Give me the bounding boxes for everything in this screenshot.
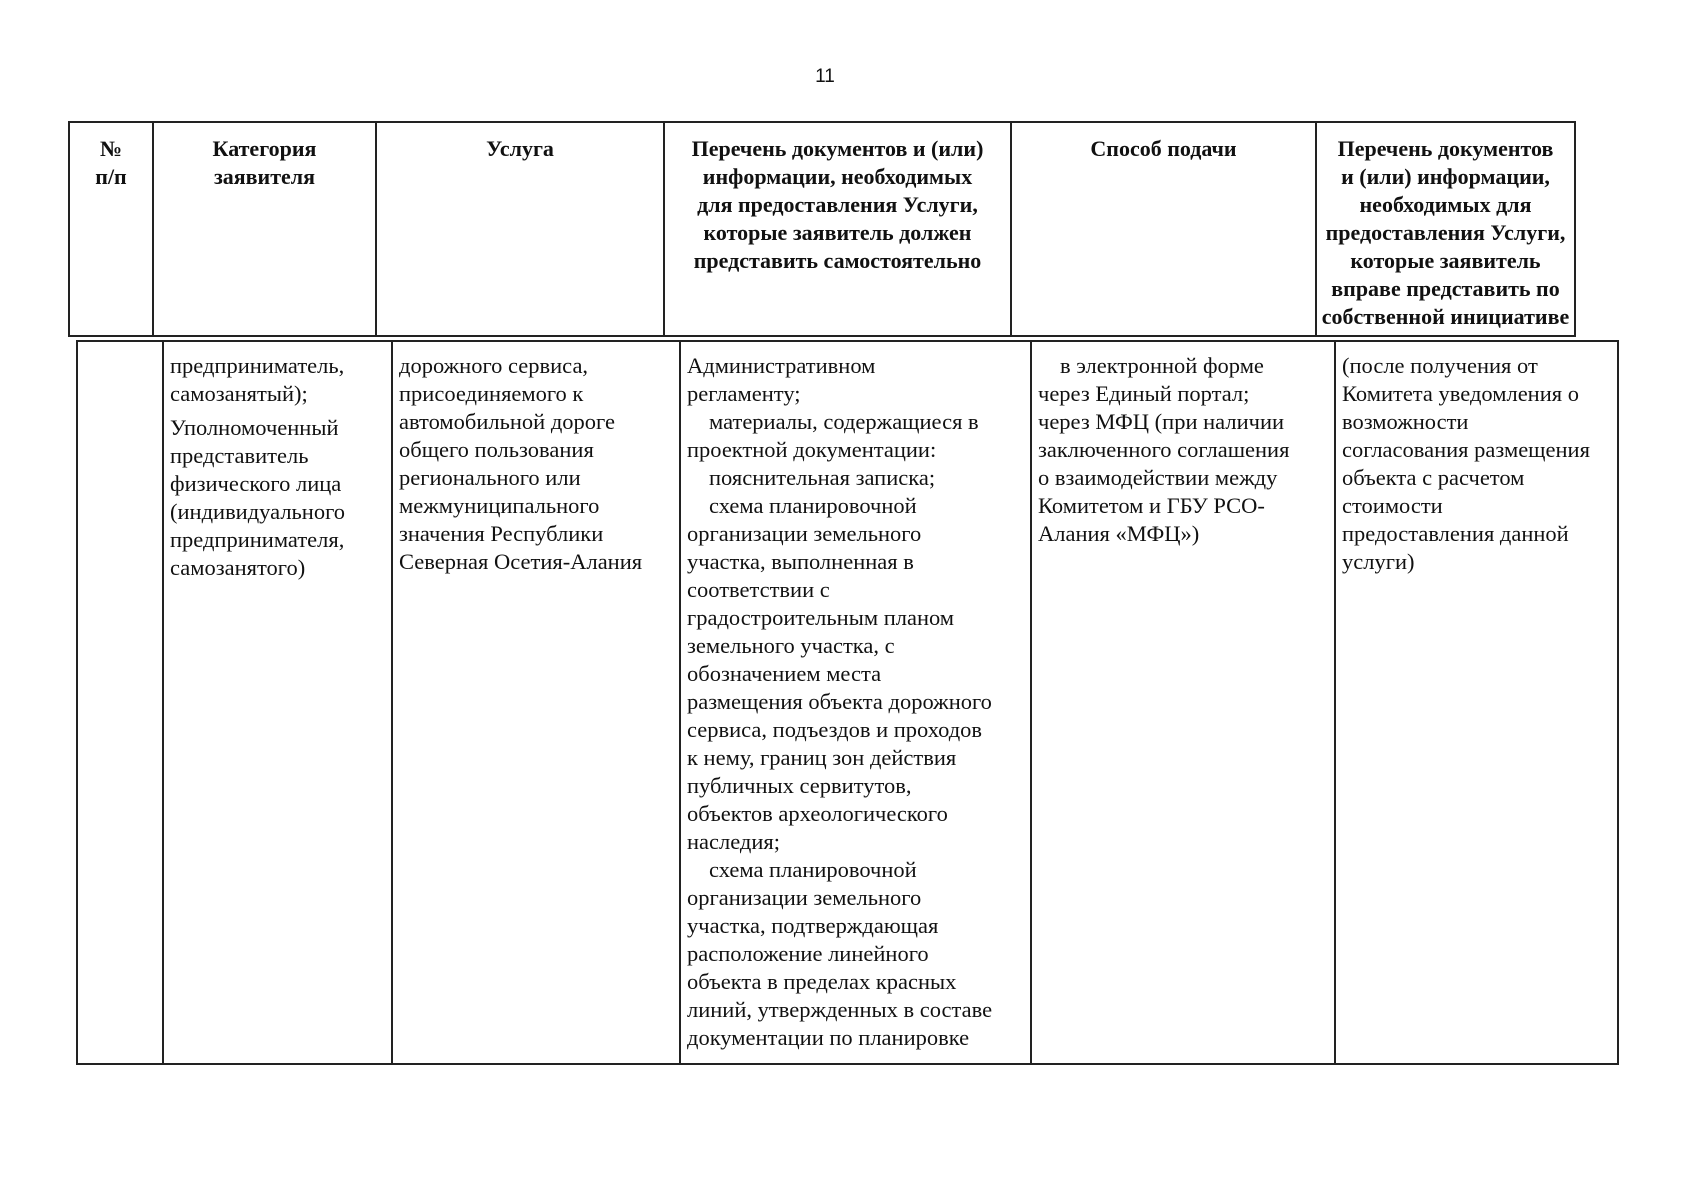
text-line: документации по планировке	[687, 1025, 970, 1050]
text-line: схема планировочной	[709, 493, 917, 518]
text-line: и (или) информации,	[1341, 164, 1550, 189]
text-line: которые заявитель	[1350, 248, 1541, 273]
cell-service	[393, 342, 681, 1063]
text-line: которые заявитель должен	[703, 220, 972, 245]
cell-submission	[1032, 342, 1336, 1063]
text-line: собственной инициативе	[1321, 304, 1570, 329]
text-line: межмуниципального	[399, 493, 600, 518]
text-line: сервиса, подъездов и проходов	[687, 717, 983, 742]
text-line: предприниматель,	[170, 353, 345, 378]
text-line: проектной документации:	[687, 437, 937, 462]
text-line: о взаимодействии между	[1038, 465, 1278, 490]
text-line: объектов археологического	[687, 801, 948, 826]
text-line: Категория	[212, 136, 317, 161]
text-line: значения Республики	[399, 521, 604, 546]
text-line: Административном	[687, 353, 876, 378]
text-line: организации земельного	[687, 521, 922, 546]
text-line: Северная Осетия-Алания	[399, 549, 643, 574]
header-col-service	[377, 123, 665, 335]
text-line: физического лица	[170, 471, 342, 496]
text-line: Способ подачи	[1090, 136, 1237, 161]
text-line: заключенного соглашения	[1038, 437, 1290, 462]
text-line: (после получения от	[1342, 353, 1538, 378]
text-line: представитель	[170, 443, 309, 468]
cell-documents	[681, 342, 1032, 1063]
text-line: автомобильной дороге	[399, 409, 615, 434]
text-line: Уполномоченный	[170, 415, 339, 440]
table-header	[68, 121, 1576, 337]
header-col-number	[70, 123, 154, 335]
text-line: объекта в пределах красных	[687, 969, 957, 994]
text-line: услуги)	[1342, 549, 1415, 574]
text-line: Комитета уведомления о	[1342, 381, 1579, 406]
category-paragraph	[170, 352, 387, 408]
text-line: через МФЦ (при наличии	[1038, 409, 1285, 434]
text-line: возможности	[1342, 409, 1469, 434]
text-line: предоставления Услуги,	[1325, 220, 1566, 245]
text-line: организации земельного	[687, 885, 922, 910]
text-line: через Единый портал;	[1038, 381, 1250, 406]
text-line: градостроительным планом	[687, 605, 955, 630]
text-line: самозанятый);	[170, 381, 308, 406]
text-line: Услуга	[486, 136, 554, 161]
text-line: регламенту;	[687, 381, 801, 406]
header-col-category	[154, 123, 377, 335]
text-line: участка, подтверждающая	[687, 913, 939, 938]
text-line: соответствии с	[687, 577, 830, 602]
text-line: Комитетом и ГБУ РСО-	[1038, 493, 1265, 518]
text-line: присоединяемого к	[399, 381, 584, 406]
text-line: самозанятого)	[170, 555, 306, 580]
text-line: согласования размещения	[1342, 437, 1590, 462]
page-number: 11	[815, 66, 835, 87]
text-line: необходимых для	[1359, 192, 1532, 217]
text-line: предоставления данной	[1342, 521, 1569, 546]
text-line: пояснительная записка;	[709, 465, 936, 490]
header-col-documents	[665, 123, 1012, 335]
category-paragraph	[170, 414, 387, 582]
text-line: обозначением места	[687, 661, 882, 686]
table-row	[76, 340, 1619, 1065]
text-line: Алания «МФЦ»)	[1038, 521, 1200, 546]
text-line: предпринимателя,	[170, 527, 345, 552]
cell-number	[78, 342, 164, 1063]
text-line: земельного участка, с	[687, 633, 895, 658]
header-col-optional-docs	[1317, 123, 1574, 335]
text-line: п/п	[95, 164, 127, 189]
text-line: №	[99, 136, 123, 161]
text-line: в электронной форме	[1060, 353, 1264, 378]
text-line: заявителя	[213, 164, 316, 189]
header-col-submission	[1012, 123, 1317, 335]
text-line: информации, необходимых	[702, 164, 973, 189]
text-line: схема планировочной	[709, 857, 917, 882]
text-line: общего пользования	[399, 437, 594, 462]
text-line: публичных сервитутов,	[687, 773, 912, 798]
text-line: (индивидуального	[170, 499, 346, 524]
text-line: расположение линейного	[687, 941, 929, 966]
cell-optional-docs	[1336, 342, 1617, 1063]
text-line: регионального или	[399, 465, 581, 490]
text-line: Перечень документов и (или)	[691, 136, 984, 161]
text-line: размещения объекта дорожного	[687, 689, 992, 714]
text-line: вправе представить по	[1331, 276, 1560, 301]
cell-category	[164, 342, 393, 1063]
text-line: для предоставления Услуги,	[697, 192, 978, 217]
text-line: линий, утвержденных в составе	[687, 997, 993, 1022]
text-line: стоимости	[1342, 493, 1443, 518]
text-line: наследия;	[687, 829, 781, 854]
text-line: дорожного сервиса,	[399, 353, 589, 378]
text-line: материалы, содержащиеся в	[709, 409, 979, 434]
text-line: представить самостоятельно	[693, 248, 982, 273]
text-line: участка, выполненная в	[687, 549, 914, 574]
text-line: объекта с расчетом	[1342, 465, 1525, 490]
text-line: Перечень документов	[1337, 136, 1554, 161]
text-line: к нему, границ зон действия	[687, 745, 957, 770]
